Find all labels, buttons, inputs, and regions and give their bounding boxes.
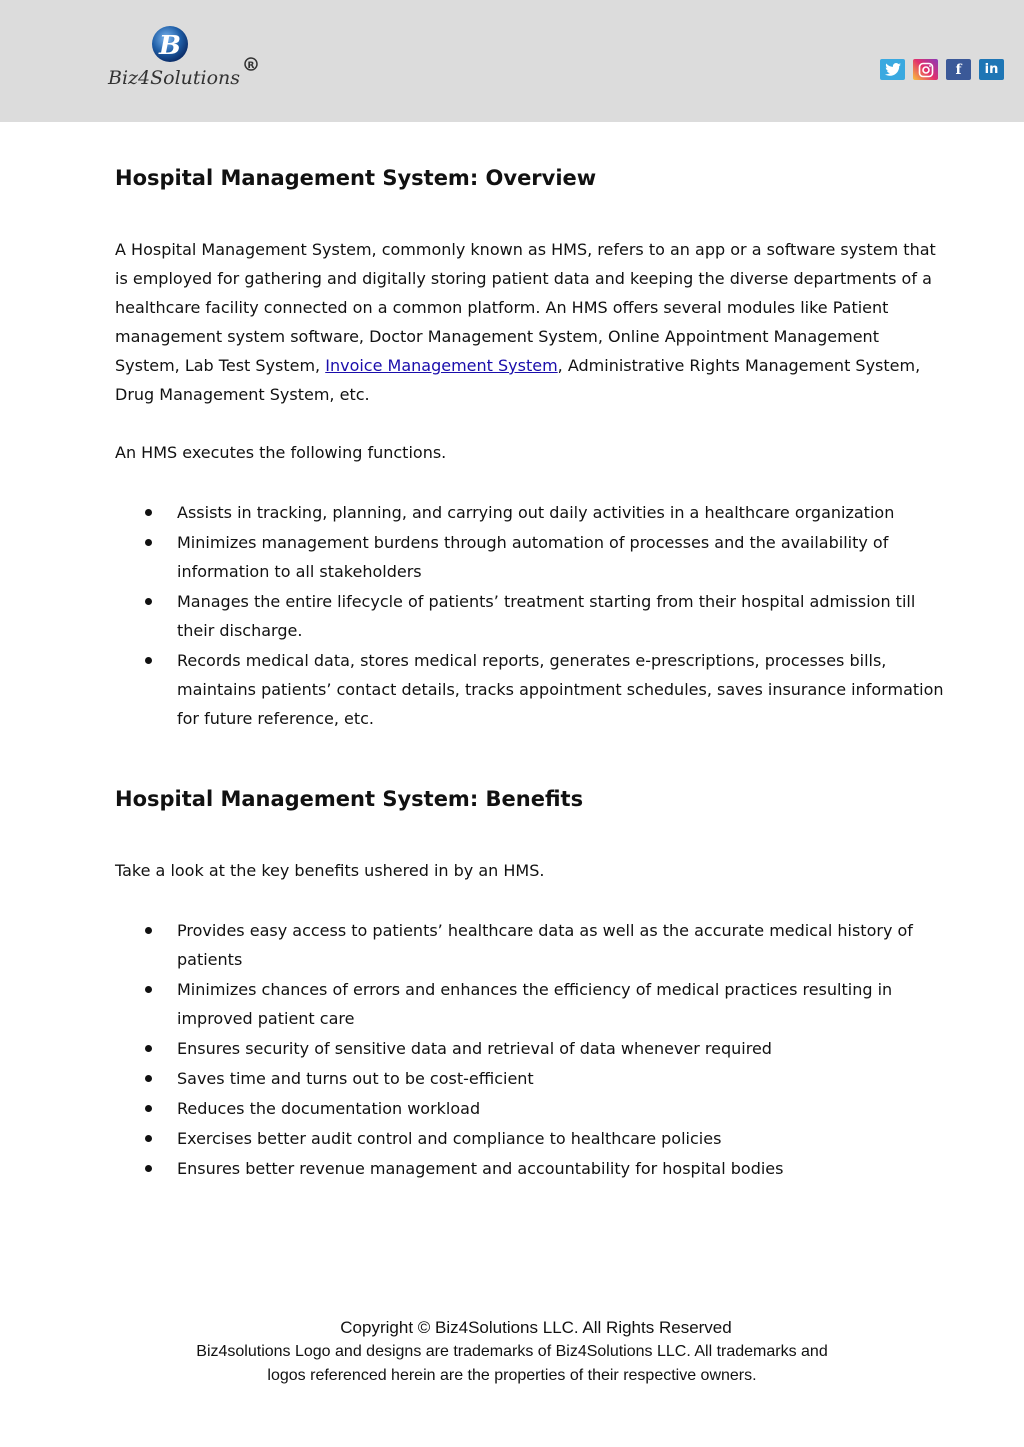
page-header xyxy=(0,0,1024,122)
list-item: Minimizes chances of errors and enhances the efficiency of medical practices resulting in improved patient care xyxy=(115,975,945,1033)
list-item: Assists in tracking, planning, and carrying out daily activities in a healthcare organization xyxy=(115,498,945,527)
page-footer xyxy=(0,1316,1024,1388)
intro-text-before-link: A Hospital Management System, commonly known as HMS, refers to an app or a software system that is employed for gathering and digitally storing patient data and keeping the diverse departments of a healthcare facility connected on a common platform. An HMS offers several modules like Patient management system software, Doctor Management System, Online Appointment Management System, Lab Test System, xyxy=(115,240,936,375)
twitter-icon[interactable] xyxy=(880,59,905,80)
benefits-list xyxy=(115,916,945,1183)
functions-intro: An HMS executes the following functions. xyxy=(115,443,447,462)
trademark-notice-line-2: logos referenced herein are the properties of their respective owners. xyxy=(267,1367,757,1384)
linkedin-icon[interactable]: in xyxy=(979,59,1004,80)
functions-list xyxy=(115,498,945,733)
list-item: Ensures better revenue management and accountability for hospital bodies xyxy=(115,1154,945,1183)
invoice-management-system-link[interactable]: Invoice Management System xyxy=(325,356,558,375)
logo-wordmark: Biz4Solutions xyxy=(108,67,241,89)
overview-heading: Hospital Management System: Overview xyxy=(115,166,597,190)
list-item: Manages the entire lifecycle of patients’ treatment starting from their hospital admission till their discharge. xyxy=(115,587,945,645)
list-item: Exercises better audit control and compliance to healthcare policies xyxy=(115,1124,945,1153)
facebook-icon[interactable]: f xyxy=(946,59,971,80)
list-item: Reduces the documentation workload xyxy=(115,1094,945,1123)
trademark-notice-line-1: Biz4solutions Logo and designs are trademarks of Biz4Solutions LLC. All trademarks and xyxy=(196,1343,828,1360)
list-item: Saves time and turns out to be cost-efficient xyxy=(115,1064,945,1093)
instagram-icon[interactable] xyxy=(913,59,938,80)
benefits-intro: Take a look at the key benefits ushered in by an HMS. xyxy=(115,861,545,880)
document-body xyxy=(115,150,945,1184)
overview-intro xyxy=(115,235,945,409)
biz4solutions-logo[interactable] xyxy=(106,24,266,96)
copyright-notice: Copyright © Biz4Solutions LLC. All Rights Reserved xyxy=(340,1318,732,1337)
list-item: Minimizes management burdens through automation of processes and the availability of information to all stakeholders xyxy=(115,528,945,586)
intro-text-after-link: , Administrative Rights Management System, Drug Management System, etc. xyxy=(115,356,921,404)
social-links xyxy=(880,59,1004,80)
svg-text:R: R xyxy=(247,61,255,71)
list-item: Ensures security of sensitive data and retrieval of data whenever required xyxy=(115,1034,945,1063)
list-item: Provides easy access to patients’ healthcare data as well as the accurate medical history of patients xyxy=(115,916,945,974)
list-item: Records medical data, stores medical reports, generates e-prescriptions, processes bills, maintains patients’ contact details, tracks appointment schedules, saves insurance information for future reference, etc. xyxy=(115,646,945,733)
svg-text:B: B xyxy=(159,31,181,61)
benefits-heading: Hospital Management System: Benefits xyxy=(115,787,584,811)
